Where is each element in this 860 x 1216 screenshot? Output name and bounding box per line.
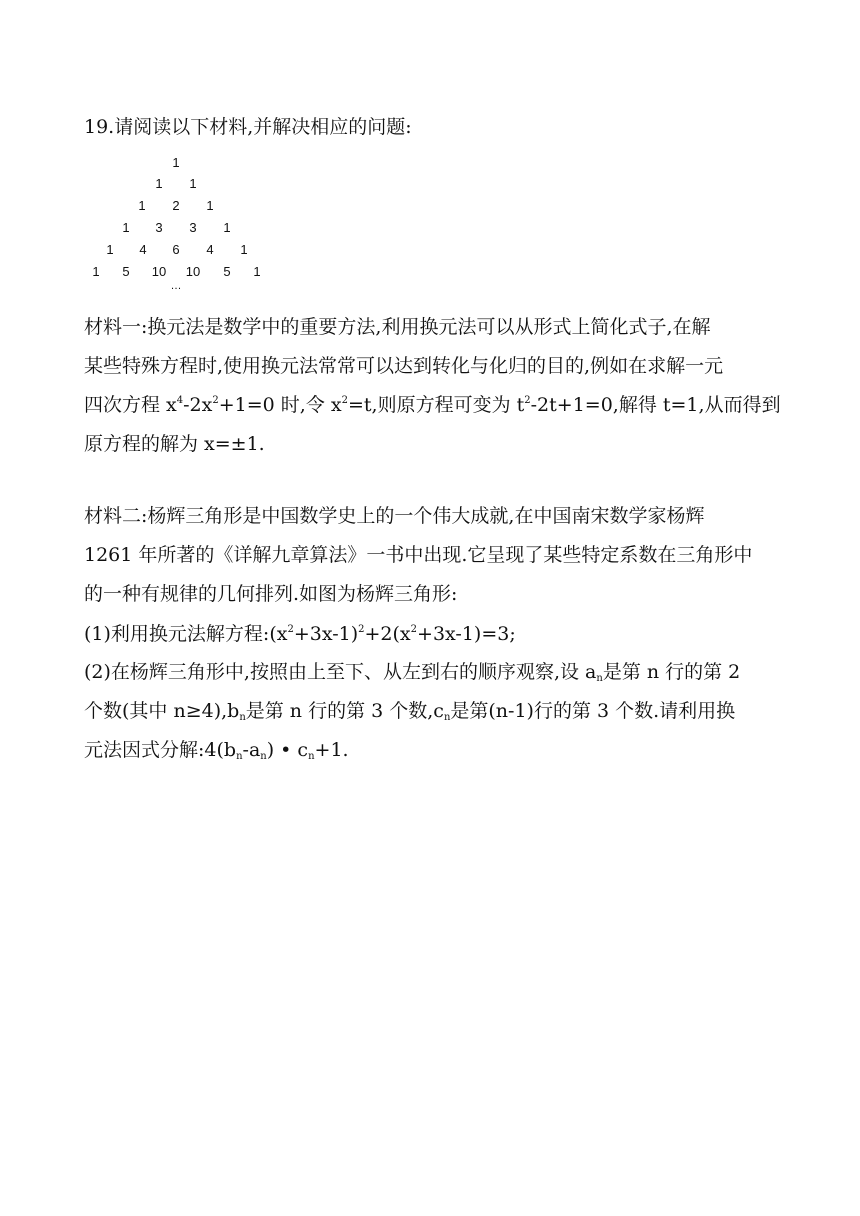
material-one-line-1: 材料一:换元法是数学中的重要方法,利用换元法可以从形式上简化式子,在解 — [84, 316, 711, 338]
triangle-number: 1 — [138, 198, 146, 213]
triangle-number: 6 — [172, 242, 180, 257]
triangle-number: 5 — [122, 264, 130, 279]
triangle-number: 1 — [122, 220, 130, 235]
part-2-line-1: (2)在杨辉三角形中,按照由上至下、从左到右的顺序观察,设 an是第 n 行的第 2 — [84, 661, 741, 684]
triangle-ellipsis: … — [170, 280, 182, 292]
triangle-number: 4 — [206, 242, 214, 257]
triangle-number: 1 — [253, 264, 261, 279]
material-two-line-3: 的一种有规律的几何排列.如图为杨辉三角形: — [84, 583, 458, 605]
part-1-equation: (1)利用换元法解方程$:(x^2+3x-1)^2+2(x^2+3x-1)=3$; — [84, 623, 516, 645]
triangle-number: 1 — [240, 242, 248, 257]
triangle-number: 1 — [189, 176, 197, 191]
triangle-number: 5 — [223, 264, 231, 279]
triangle-number: 4 — [139, 242, 147, 257]
triangle-number: 1 — [155, 176, 163, 191]
question-part-2 — [84, 653, 774, 770]
triangle-number: 10 — [185, 264, 201, 279]
triangle-number: 2 — [172, 198, 180, 213]
material-two — [84, 497, 774, 614]
triangle-number: 10 — [151, 264, 167, 279]
triangle-number: 1 — [92, 264, 100, 279]
triangle-number: 1 — [206, 198, 214, 213]
part-2-line-3: 元法因式分解:4(bn-an) • cn+1. — [84, 739, 349, 762]
material-two-line-1: 材料二:杨辉三角形是中国数学史上的一个伟大成就,在中国南宋数学家杨辉 — [84, 505, 705, 527]
triangle-number: 3 — [189, 220, 197, 235]
material-one-line-3: 四次方程 $x^4-2x^2+1=0$ 时,令 $x^2=t$,则原方程可变为 $t^2-2t+1=0$,解得 t=1,从而得到 — [84, 394, 781, 416]
material-one — [84, 308, 781, 464]
material-one-line-2: 某些特殊方程时,使用换元法常常可以达到转化与化归的目的,例如在求解一元 — [84, 355, 724, 377]
triangle-number: 1 — [106, 242, 114, 257]
yanghui-triangle — [0, 0, 860, 300]
material-two-line-2: 1261 年所著的《详解九章算法》一书中出现.它呈现了某些特定系数在三角形中 — [84, 544, 753, 566]
part-2-line-2: 个数(其中 n≥4),bn是第 n 行的第 3 个数,cn是第(n-1)行的第 3 个数.请利用换 — [84, 700, 736, 723]
question-title: 19.请阅读以下材料,并解决相应的问题: — [84, 116, 412, 138]
triangle-number: 1 — [172, 155, 180, 170]
triangle-number: 3 — [155, 220, 163, 235]
question-part-1 — [84, 615, 774, 654]
material-one-line-4: 原方程的解为 x=±1. — [84, 433, 265, 455]
triangle-number: 1 — [223, 220, 231, 235]
